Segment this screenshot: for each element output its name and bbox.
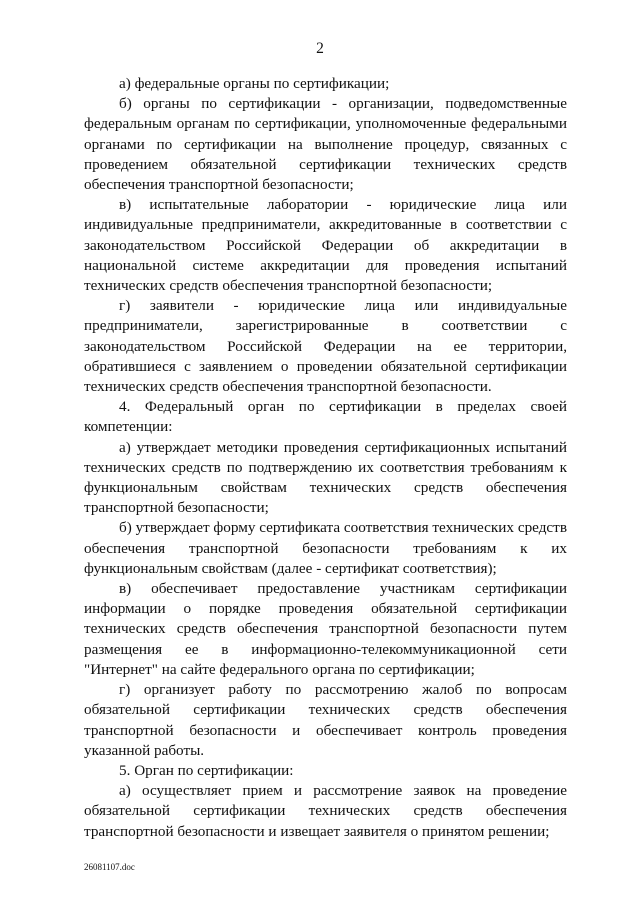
- paragraph: а) утверждает методики проведения сертификационных испытаний технических средств по подтверждению их соответствия требованиям к функциональным свойствам технических средств обеспечения транспортной безопасности;: [84, 438, 567, 517]
- paragraph: б) органы по сертификации - организации, подведомственные федеральным органам по сертификации, уполномоченные федеральными органами по сертификации на выполнение процедур, связанных с проведением обязательной сертификации технических средств обеспечения транспортной безопасности;: [84, 95, 567, 194]
- paragraph: 4. Федеральный орган по сертификации в пределах своей компетенции:: [84, 398, 567, 436]
- paragraph: а) федеральные органы по сертификации;: [119, 75, 390, 92]
- page-number: 2: [316, 40, 324, 57]
- paragraph: в) обеспечивает предоставление участникам сертификации информации о порядке проведения обязательной сертификации технических средств обеспечения транспортной безопасности путем размещения ее в информационно-телекоммуникационной сети "Интернет" на сайте федерального органа по сертификации;: [84, 580, 567, 678]
- document-body: [84, 74, 567, 842]
- paragraph: в) испытательные лаборатории - юридические лица или индивидуальные предприниматели, аккредитованные в соответствии с законодательством Российской Федерации об аккредитации в национальной системе аккредитации для проведения испытаний технических средств обеспечения транспортной безопасности;: [84, 196, 567, 295]
- paragraph: г) организует работу по рассмотрению жалоб по вопросам обязательной сертификации технических средств обеспечения транспортной безопасности и обеспечивает контроль проведения указанной работы.: [84, 681, 567, 759]
- file-name-footer: 26081107.doc: [84, 862, 135, 872]
- paragraph: г) заявители - юридические лица или индивидуальные предприниматели, зарегистрированные в соответствии с законодательством Российской Федерации на ее территории, обратившиеся с заявлением о проведении обязательной сертификации технических средств обеспечения транспортной безопасности.: [84, 297, 567, 396]
- paragraph: б) утверждает форму сертификата соответствия технических средств обеспечения транспортной безопасности требованиям к их функциональным свойствам (далее - сертификат соответствия);: [84, 519, 567, 577]
- paragraph: а) осуществляет прием и рассмотрение заявок на проведение обязательной сертификации технических средств обеспечения транспортной безопасности и извещает заявителя о принятом решении;: [84, 782, 567, 840]
- paragraph: 5. Орган по сертификации:: [119, 761, 294, 779]
